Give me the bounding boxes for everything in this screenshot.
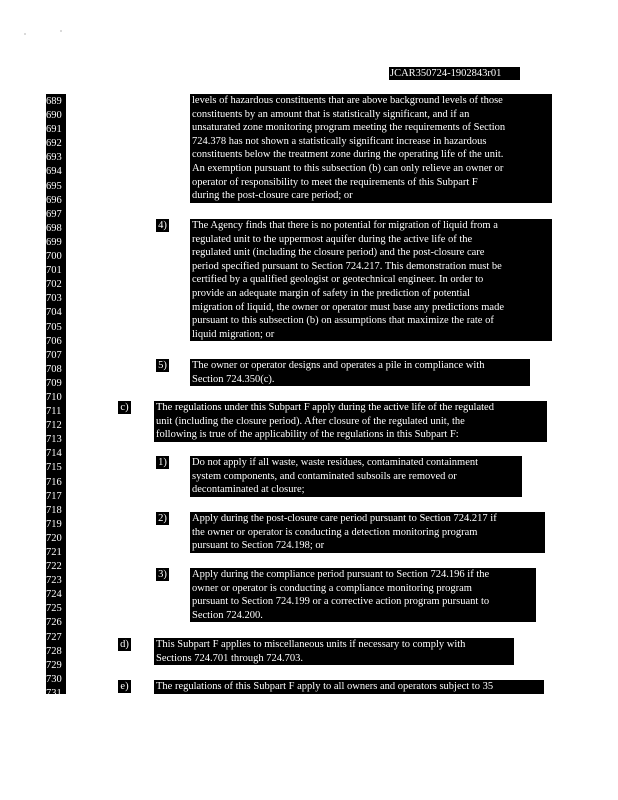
line-number: 712 <box>46 420 62 432</box>
text-line: unsaturated zone monitoring program meeting the requirements of Section <box>192 122 506 134</box>
text-line: constituents below the treatment zone during the operating life of the unit. <box>192 149 504 161</box>
line-number: 714 <box>46 448 62 460</box>
paragraph-d <box>154 638 514 665</box>
line-number: 731 <box>46 687 62 699</box>
text-line: provide an adequate margin of safety in the prediction of potential <box>192 287 470 299</box>
paragraph-e <box>154 680 544 694</box>
line-number: 704 <box>46 307 62 319</box>
line-number: 729 <box>46 659 62 671</box>
line-number: 702 <box>46 279 62 291</box>
line-number: 726 <box>46 617 62 629</box>
text-line: regulated unit (including the closure period) and the post-closure care <box>192 247 485 259</box>
text-line: migration of liquid, the owner or operator must base any predictions made <box>192 301 505 313</box>
text-line: Do not apply if all waste, waste residues, contaminated containment <box>192 457 479 468</box>
line-number: 717 <box>46 490 62 502</box>
marker-c3: 3) <box>156 568 169 581</box>
line-number: 708 <box>46 363 62 375</box>
line-number: 723 <box>46 575 62 587</box>
text-line: pursuant to Section 724.198; or <box>192 540 325 552</box>
line-number: 713 <box>46 434 62 446</box>
line-number: 700 <box>46 251 62 263</box>
document-id-header: JCAR350724-1902843r01 <box>389 67 520 80</box>
text-line: operator of responsibility to meet the requirements of this Subpart F <box>192 176 478 188</box>
text-line: Apply during the post-closure care period pursuant to Section 724.217 if <box>192 513 497 524</box>
line-number: 715 <box>46 462 62 474</box>
text-line: 724.378 has not shown a statistically significant increase in hazardous <box>192 135 487 147</box>
text-line: The Agency finds that there is no potential for migration of liquid from a <box>192 220 498 231</box>
line-number: 697 <box>46 208 62 220</box>
line-number: 718 <box>46 504 62 516</box>
line-number: 711 <box>46 406 62 418</box>
text-line: the owner or operator is conducting a detection monitoring program <box>192 526 478 538</box>
line-number: 716 <box>46 476 62 488</box>
text-line: decontaminated at closure; <box>192 484 305 496</box>
line-number: 727 <box>46 631 62 643</box>
line-number: 694 <box>46 166 62 178</box>
marker-c: c) <box>118 401 131 414</box>
text-line: Section 724.200. <box>192 609 263 621</box>
paragraph-b5 <box>190 359 530 386</box>
text-line: liquid migration; or <box>192 328 275 340</box>
text-line: following is true of the applicability of the regulations in this Subpart F: <box>156 429 459 441</box>
line-number: 724 <box>46 589 62 601</box>
scan-speck <box>24 33 26 35</box>
marker-e: e) <box>118 680 131 693</box>
line-number: 725 <box>46 603 62 615</box>
marker-c2: 2) <box>156 512 169 525</box>
text-line: Apply during the compliance period pursuant to Section 724.196 if the <box>192 569 490 580</box>
line-number: 706 <box>46 335 62 347</box>
line-number: 719 <box>46 518 62 530</box>
text-line: during the post-closure care period; or <box>192 190 353 202</box>
marker-d: d) <box>118 638 131 651</box>
text-line: certified by a qualified geologist or geotechnical engineer. In order to <box>192 274 484 286</box>
line-number: 710 <box>46 391 62 403</box>
line-number: 690 <box>46 110 62 122</box>
line-number: 707 <box>46 349 62 361</box>
paragraph-c <box>154 401 547 442</box>
line-number: 722 <box>46 561 62 573</box>
line-number-column <box>46 94 66 699</box>
line-number: 728 <box>46 645 62 657</box>
line-number: 692 <box>46 138 62 150</box>
line-number: 701 <box>46 265 62 277</box>
marker-b4: 4) <box>156 219 169 232</box>
text-line: levels of hazardous constituents that are above background levels of those <box>192 95 503 106</box>
scan-speck <box>60 30 62 32</box>
line-number: 695 <box>46 180 62 192</box>
line-number: 689 <box>46 96 62 107</box>
line-number: 703 <box>46 293 62 305</box>
text-line: Sections 724.701 through 724.703. <box>156 652 303 664</box>
paragraph-c2 <box>190 512 545 553</box>
line-number: 693 <box>46 152 62 164</box>
text-line: pursuant to Section 724.199 or a corrective action program pursuant to <box>192 596 490 608</box>
paragraph-c1 <box>190 456 522 497</box>
marker-b5: 5) <box>156 359 169 372</box>
text-line: period specified pursuant to Section 724.217. This demonstration must be <box>192 260 502 272</box>
line-number: 691 <box>46 124 62 136</box>
paragraph-b3-continuation <box>190 94 552 203</box>
line-number: 705 <box>46 321 62 333</box>
text-line: unit (including the closure period). After closure of the regulated unit, the <box>156 415 465 427</box>
paragraph-b4 <box>190 219 552 341</box>
text-line: The regulations of this Subpart F apply to all owners and operators subject to 35 <box>156 681 494 692</box>
line-number: 699 <box>46 236 62 248</box>
text-line: An exemption pursuant to this subsection (b) can only relieve an owner or <box>192 162 504 174</box>
line-number: 730 <box>46 673 62 685</box>
text-line: This Subpart F applies to miscellaneous units if necessary to comply with <box>156 639 466 650</box>
text-line: system components, and contaminated subsoils are removed or <box>192 470 457 482</box>
text-line: The regulations under this Subpart F apply during the active life of the regulated <box>156 402 494 413</box>
line-number: 720 <box>46 532 62 544</box>
text-line: constituents by an amount that is statistically significant, and if an <box>192 108 470 120</box>
paragraph-c3 <box>190 568 536 622</box>
text-line: pursuant to this subsection (b) on assumptions that maximize the rate of <box>192 315 494 327</box>
text-line: The owner or operator designs and operates a pile in compliance with <box>192 360 485 371</box>
text-line: Section 724.350(c). <box>192 373 275 385</box>
text-line: owner or operator is conducting a compliance monitoring program <box>192 582 472 594</box>
marker-c1: 1) <box>156 456 169 469</box>
line-number: 696 <box>46 194 62 206</box>
line-number: 709 <box>46 377 62 389</box>
line-number: 721 <box>46 547 62 558</box>
text-line: regulated unit to the uppermost aquifer during the active life of the <box>192 233 473 245</box>
line-number: 698 <box>46 222 62 234</box>
